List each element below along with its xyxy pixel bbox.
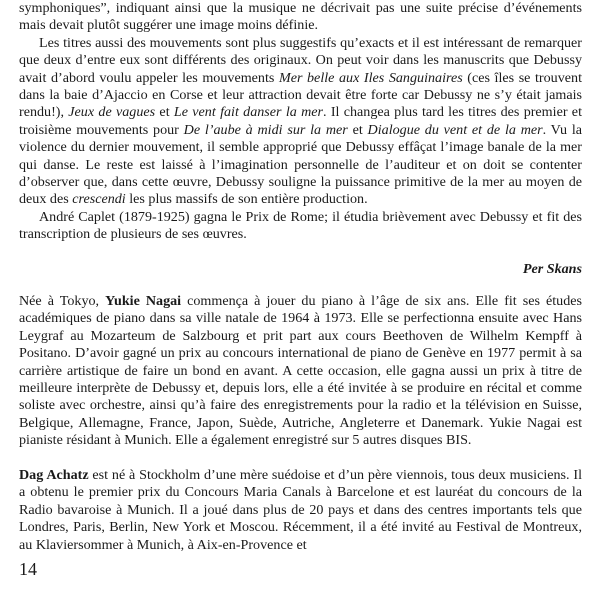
text-run: André Caplet (1879-1925) gagna le Prix de Rome; il étudia brièvement avec Debussy et fit des transcription de plusieurs de ses œuvres. (19, 208, 582, 243)
text-run: . Il changea plus tard les titres des premier et troisième mouvements pour (19, 104, 582, 138)
text-run: est né à Stockholm d’une mère suédoise et d’un père viennois, tous deux musiciens. Il a obtenu le premier prix du Concours Maria Canals à Barcelone et est lauréat du concours de la Radio bavaroise à Munich. Il a joué dans plus de 20 pays et dans des centres importants tels que Londres, Paris, Berlin, New York et Moscou. Récemment, il a été invité au Festival de Montreux, au Klaviersommer à Munich, à Aix-en-Provence et (19, 467, 582, 553)
paragraph-yukie-nagai (19, 293, 582, 450)
text-run: Née à Tokyo, (19, 293, 106, 309)
text-run: symphoniques”, indiquant ainsi que la musique ne décrivait pas une suite précise d’événements mais devait plutôt suggérer une image moins définie. (19, 0, 582, 34)
artist-name: Dag Achatz (19, 467, 89, 483)
dag-achatz-bio (19, 467, 582, 554)
artist-name: Yukie Nagai (105, 293, 182, 309)
italic-title: Mer belle aux Iles Sanguinaires (278, 69, 463, 86)
italic-title: Dialogue du vent et de la mer (367, 121, 543, 138)
italic-title: Jeux de vagues (68, 104, 156, 121)
paragraph-dag-achatz (19, 467, 582, 554)
text-run: Les titres aussi des mouvements sont plus suggestifs qu’exacts et il est intéressant de remarquer que deux d’entre eux sont différents des originaux. On peut voir dans les manuscrits que Debussy avait d’abord voulu appeler les mouvements (19, 34, 582, 86)
text-run: et (155, 104, 174, 121)
paragraph-intro-continuation (19, 0, 582, 35)
author-signature: Per Skans (522, 261, 582, 277)
italic-title: De l’aube à midi sur la mer (183, 121, 348, 138)
yukie-nagai-bio (19, 293, 582, 450)
text-run: les plus massifs de son entière production. (125, 191, 368, 208)
page-number: 14 (19, 559, 37, 579)
text-run: . Vu la violence du dernier mouvement, il semble approprié que Debussy effâçat l’image banale de la mer qui danse. Le reste est laissé à l’imagination personnelle de l’auditeur et on doit se contenter d’observer que, dans cette œuvre, Debussy souligne la puissance primitive de la mer au moyen de deux des (19, 121, 583, 208)
paragraph-movement-titles (19, 35, 582, 209)
italic-title: Le vent fait danser la mer (173, 104, 323, 121)
text-run: (ces îles se trouvent dans la baie d’Ajaccio en Corse et leur attraction devait être forte car Debussy ne s’y était jamais rendu!), (19, 69, 582, 121)
text-run: et (347, 121, 368, 138)
text-run: commença à jouer du piano à l’âge de six ans. Elle fit ses études académiques de piano dans sa ville natale de 1964 à 1973. Elle se perfectionna ensuite avec Hans Leygraf au Mozarteum de Salzbourg et prit part aux cours Beethoven de Wilhelm Kempff à Positano. D’avoir gagné un prix au concours international de piano de Genève en 1977 permit à sa carrière artistique de faire un bond en avant. A cette occasion, elle gagna aussi un prix à titre de meilleure interprète de Debussy et, depuis lors, elle a été invitée à se produire en récital et comme soliste avec orchestre, ainsi qu’à faire des enregistrements pour la radio et la télévision en Suisse, Belgique, Allemagne, France, Japon, Suède, Autriche, Angleterre et Danemark. Yukie Nagai est pianiste résidant à Munich. Elle a également enregistré sur 5 autres disques BIS. (19, 293, 582, 449)
debussy-notes-section (19, 0, 582, 244)
paragraph-caplet (19, 209, 582, 244)
italic-term: crescendi (72, 191, 126, 208)
